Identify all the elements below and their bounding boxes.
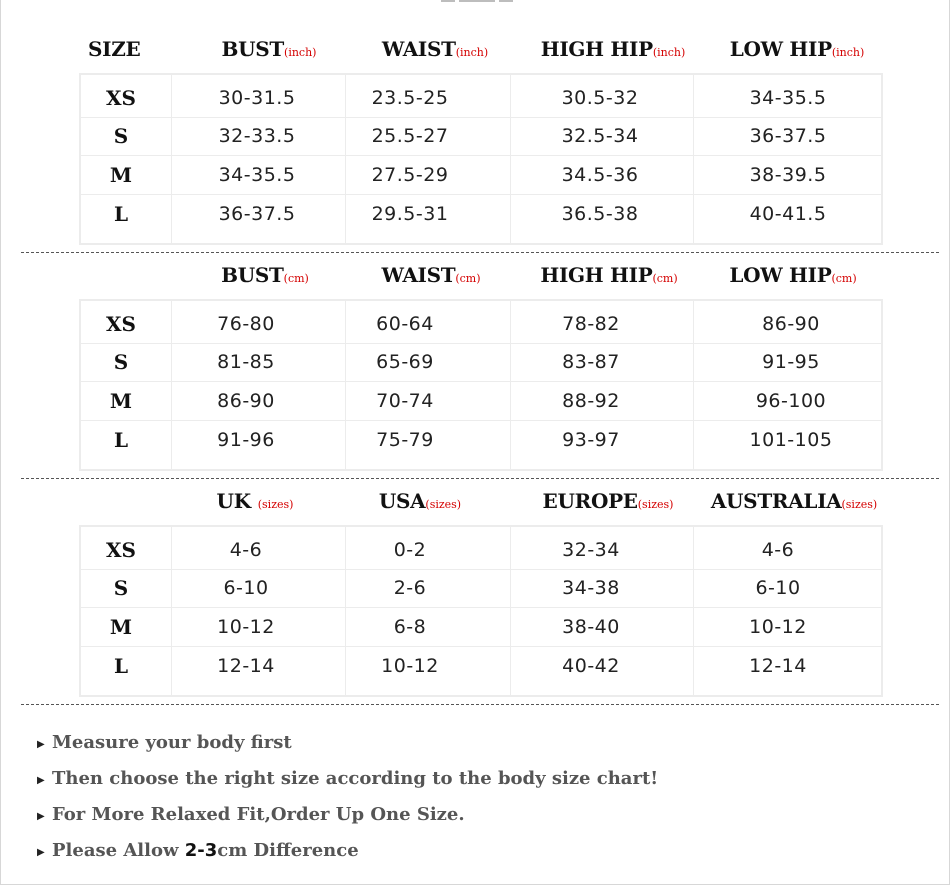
waist-cell: 60-64	[376, 312, 434, 335]
note-text: Measure your body first	[52, 732, 292, 753]
table-row	[81, 647, 881, 695]
low-hip-cell: 86-90	[762, 312, 820, 335]
bullet-arrow-icon: ▶	[37, 811, 45, 822]
note-item	[37, 836, 658, 872]
bust-cell: 76-80	[217, 312, 275, 335]
table-row	[81, 79, 881, 118]
note-text-suffix: cm Difference	[217, 840, 359, 861]
table-row	[81, 608, 881, 647]
cm-table	[79, 299, 883, 471]
low-hip-cell: 38-39.5	[749, 163, 827, 186]
section-divider	[21, 478, 939, 479]
waist-inch-header: WAIST(inch)	[381, 37, 489, 61]
waist-cell: 70-74	[376, 389, 434, 412]
waist-cell: 75-79	[376, 428, 434, 451]
bullet-arrow-icon: ▶	[37, 775, 45, 786]
high-hip-cell: 88-92	[562, 389, 620, 412]
table-row	[81, 570, 881, 609]
bullet-arrow-icon: ▶	[37, 739, 45, 750]
size-cell: L	[113, 201, 129, 226]
note-text: Then choose the right size according to the body size chart!	[52, 768, 659, 789]
low-hip-cell: 40-41.5	[749, 202, 827, 225]
uk-cell: 10-12	[217, 615, 275, 638]
size-cell: M	[109, 614, 133, 639]
low-hip-cell: 101-105	[749, 428, 833, 451]
bust-cell: 91-96	[217, 428, 275, 451]
table-row	[81, 118, 881, 157]
table-row	[81, 382, 881, 421]
europe-header: EUROPE(sizes)	[542, 489, 674, 513]
bust-cell: 81-85	[217, 351, 275, 374]
low-hip-cell: 34-35.5	[749, 86, 827, 109]
size-cell: XS	[106, 537, 136, 562]
low-hip-inch-header: LOW HIP(inch)	[729, 37, 865, 61]
high-hip-cell: 83-87	[562, 351, 620, 374]
size-cell: L	[113, 427, 129, 452]
note-item	[37, 728, 658, 764]
note-difference-value: 2-3	[184, 840, 218, 861]
bullet-arrow-icon: ▶	[37, 847, 45, 858]
high-hip-cell: 36.5-38	[561, 202, 639, 225]
size-cell: XS	[106, 85, 136, 110]
notes-list	[37, 728, 658, 872]
table-row	[81, 305, 881, 344]
bust-inch-header: BUST(inch)	[221, 37, 317, 61]
sizes-table	[79, 525, 883, 697]
bust-cell: 30-31.5	[218, 86, 296, 109]
australia-cell: 6-10	[755, 577, 801, 600]
bust-cell: 32-33.5	[218, 125, 296, 148]
uk-cell: 4-6	[229, 538, 263, 561]
note-text: For More Relaxed Fit,Order Up One Size.	[52, 804, 465, 825]
table-row	[81, 344, 881, 383]
waist-cm-header: WAIST(cm)	[381, 263, 481, 287]
uk-header: UK (sizes)	[216, 489, 294, 513]
low-hip-cell: 96-100	[755, 389, 827, 412]
usa-cell: 10-12	[381, 654, 439, 677]
usa-cell: 2-6	[393, 577, 427, 600]
section-divider	[21, 704, 939, 705]
note-item	[37, 800, 658, 836]
australia-cell: 10-12	[749, 615, 807, 638]
high-hip-cell: 32.5-34	[561, 125, 639, 148]
australia-cell: 12-14	[749, 654, 807, 677]
bust-cell: 34-35.5	[218, 163, 296, 186]
table-row	[81, 531, 881, 570]
waist-cell: 27.5-29	[371, 163, 449, 186]
europe-cell: 38-40	[562, 615, 620, 638]
high-hip-cell: 93-97	[562, 428, 620, 451]
bust-cell: 86-90	[217, 389, 275, 412]
sizes-header-row	[1, 483, 950, 519]
inch-header-row	[1, 31, 950, 67]
usa-header: USA(sizes)	[378, 489, 462, 513]
high-hip-cell: 34.5-36	[561, 163, 639, 186]
note-text-prefix: Please Allow	[52, 840, 185, 861]
uk-cell: 12-14	[217, 654, 275, 677]
high-hip-inch-header: HIGH HIP(inch)	[540, 37, 686, 61]
size-cell: XS	[106, 311, 136, 336]
australia-cell: 4-6	[761, 538, 795, 561]
size-cell: S	[113, 350, 129, 375]
size-cell: M	[109, 388, 133, 413]
note-item	[37, 764, 658, 800]
table-row	[81, 156, 881, 195]
bust-cell: 36-37.5	[218, 202, 296, 225]
waist-cell: 29.5-31	[371, 202, 449, 225]
europe-cell: 40-42	[562, 654, 620, 677]
size-column-header: SIZE	[88, 37, 141, 61]
size-cell: L	[113, 653, 129, 678]
waist-cell: 25.5-27	[371, 125, 449, 148]
waist-cell: 23.5-25	[371, 86, 449, 109]
high-hip-cell: 78-82	[562, 312, 620, 335]
low-hip-cm-header: LOW HIP(cm)	[729, 263, 857, 287]
section-divider	[21, 252, 939, 253]
size-cell: S	[113, 576, 129, 601]
top-divider-fragment	[441, 0, 519, 3]
uk-cell: 6-10	[223, 577, 269, 600]
low-hip-cell: 36-37.5	[749, 125, 827, 148]
cm-header-row	[1, 257, 950, 293]
europe-cell: 32-34	[562, 538, 620, 561]
high-hip-cell: 30.5-32	[561, 86, 639, 109]
usa-cell: 0-2	[393, 538, 427, 561]
europe-cell: 34-38	[562, 577, 620, 600]
inch-table	[79, 73, 883, 245]
usa-cell: 6-8	[393, 615, 427, 638]
high-hip-cm-header: HIGH HIP(cm)	[540, 263, 678, 287]
waist-cell: 65-69	[376, 351, 434, 374]
table-row	[81, 195, 881, 243]
low-hip-cell: 91-95	[762, 351, 820, 374]
size-cell: M	[109, 162, 133, 187]
australia-header: AUSTRALIA(sizes)	[710, 489, 878, 513]
size-cell: S	[113, 124, 129, 149]
bust-cm-header: BUST(cm)	[221, 263, 309, 287]
table-row	[81, 421, 881, 469]
